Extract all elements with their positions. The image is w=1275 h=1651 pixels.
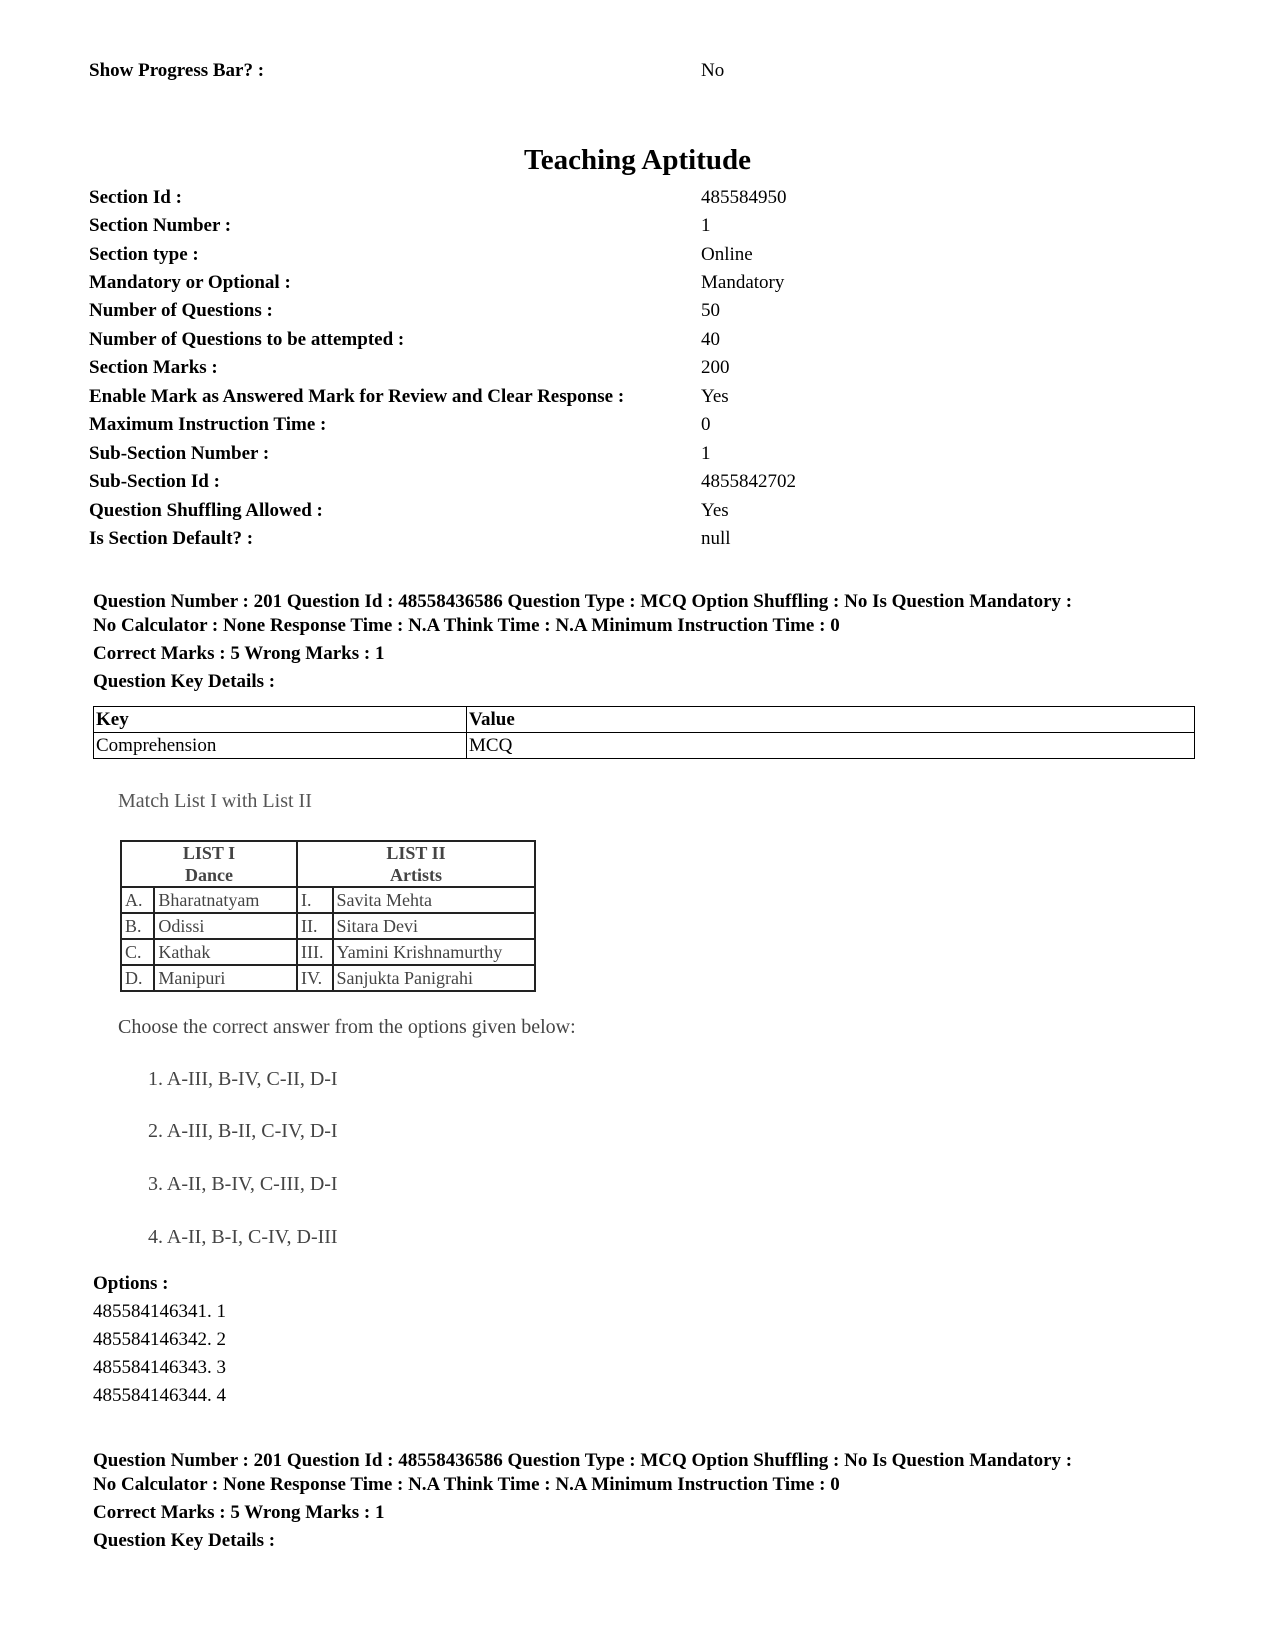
list2-numeral: II. (297, 913, 333, 939)
field-label: Sub-Section Number : (89, 443, 270, 464)
field-value: Yes (701, 386, 729, 407)
progress-bar-label: Show Progress Bar? : (89, 60, 265, 81)
question-meta-line1: Question Number : 201 Question Id : 48558436586 Question Type : MCQ Option Shuffling : No Is Question Mandatory : (93, 591, 1073, 612)
section-field-row (89, 471, 1189, 499)
list1-dance: Bharatnatyam (154, 887, 297, 913)
match-table-row (121, 965, 535, 991)
option-item: 485584146341. 1 (93, 1301, 226, 1322)
list1-dance: Manipuri (154, 965, 297, 991)
list1-subheader: Dance (185, 865, 233, 885)
field-label: Maximum Instruction Time : (89, 414, 327, 435)
field-label: Section Id : (89, 187, 182, 208)
choose-instruction: Choose the correct answer from the options given below: (118, 1016, 576, 1038)
progress-bar-value: No (701, 60, 725, 81)
question-meta-line2: No Calculator : None Response Time : N.A Think Time : N.A Minimum Instruction Time : 0 (93, 615, 840, 636)
section-field-row (89, 414, 1189, 442)
field-label: Section type : (89, 244, 199, 265)
answer-choice: 2. A-III, B-II, C-IV, D-I (148, 1120, 338, 1142)
question-key-details-label: Question Key Details : (93, 671, 276, 692)
section-field-row (89, 329, 1189, 357)
question-meta-line1: Question Number : 201 Question Id : 48558436586 Question Type : MCQ Option Shuffling : No Is Question Mandatory : (93, 1450, 1073, 1471)
question-prompt: Match List I with List II (118, 790, 312, 812)
field-value: Online (701, 244, 753, 265)
list2-artist: Savita Mehta (333, 887, 535, 913)
match-table-row (121, 939, 535, 965)
answer-choice: 4. A-II, B-I, C-IV, D-III (148, 1226, 338, 1248)
field-value: 1 (701, 443, 711, 464)
match-table-row (121, 913, 535, 939)
option-item: 485584146342. 2 (93, 1329, 226, 1350)
option-item: 485584146344. 4 (93, 1385, 226, 1406)
key-table-header-value: Value (467, 707, 1195, 733)
section-field-row (89, 528, 1189, 556)
field-label: Section Marks : (89, 357, 218, 378)
key-table-header-key: Key (94, 707, 467, 733)
question-marks: Correct Marks : 5 Wrong Marks : 1 (93, 1502, 385, 1523)
list2-header: LIST II (386, 843, 446, 863)
field-value: 200 (701, 357, 730, 378)
field-value: null (701, 528, 731, 549)
field-value: 0 (701, 414, 711, 435)
list1-dance: Kathak (154, 939, 297, 965)
field-label: Sub-Section Id : (89, 471, 220, 492)
field-value: Mandatory (701, 272, 785, 293)
list2-subheader: Artists (390, 865, 442, 885)
question-meta (93, 590, 1208, 638)
section-field-row (89, 357, 1189, 385)
list1-dance: Odissi (154, 913, 297, 939)
field-value: 40 (701, 329, 720, 350)
question-marks: Correct Marks : 5 Wrong Marks : 1 (93, 643, 385, 664)
field-label: Section Number : (89, 215, 232, 236)
section-field-row (89, 187, 1189, 215)
match-table-row (121, 887, 535, 913)
section-field-row (89, 500, 1189, 528)
section-field-row (89, 300, 1189, 328)
list2-artist: Yamini Krishnamurthy (333, 939, 535, 965)
field-label: Number of Questions to be attempted : (89, 329, 405, 350)
list1-letter: B. (121, 913, 154, 939)
list2-header-cell (297, 841, 535, 887)
key-table-row (94, 733, 1195, 759)
key-table-header-row (94, 707, 1195, 733)
match-table-header-row (121, 841, 535, 887)
field-value: 4855842702 (701, 471, 796, 492)
question-meta (93, 1449, 1208, 1497)
field-value: 50 (701, 300, 720, 321)
list2-numeral: I. (297, 887, 333, 913)
field-label: Question Shuffling Allowed : (89, 500, 323, 521)
section-title: Teaching Aptitude (524, 144, 751, 176)
list2-numeral: IV. (297, 965, 333, 991)
option-item: 485584146343. 3 (93, 1357, 226, 1378)
list1-header-cell (121, 841, 297, 887)
field-value: Yes (701, 500, 729, 521)
question-key-table (93, 706, 1195, 759)
answer-choice: 3. A-II, B-IV, C-III, D-I (148, 1173, 338, 1195)
answer-choice: 1. A-III, B-IV, C-II, D-I (148, 1068, 338, 1090)
field-value: 1 (701, 215, 711, 236)
list2-artist: Sitara Devi (333, 913, 535, 939)
section-field-row (89, 272, 1189, 300)
list2-numeral: III. (297, 939, 333, 965)
section-field-row (89, 386, 1189, 414)
options-label: Options : (93, 1273, 169, 1294)
section-field-row (89, 244, 1189, 272)
question-key-details-label: Question Key Details : (93, 1530, 276, 1551)
field-label: Is Section Default? : (89, 528, 254, 549)
field-label: Number of Questions : (89, 300, 273, 321)
list1-letter: C. (121, 939, 154, 965)
list1-letter: A. (121, 887, 154, 913)
list2-artist: Sanjukta Panigrahi (333, 965, 535, 991)
list1-header: LIST I (182, 843, 236, 863)
match-list-table (120, 840, 536, 992)
question-meta-line2: No Calculator : None Response Time : N.A Think Time : N.A Minimum Instruction Time : 0 (93, 1474, 840, 1495)
section-field-row (89, 443, 1189, 471)
key-table-cell-key: Comprehension (94, 733, 467, 759)
field-value: 485584950 (701, 187, 787, 208)
key-table-cell-value: MCQ (467, 733, 1195, 759)
list1-letter: D. (121, 965, 154, 991)
section-field-row (89, 215, 1189, 243)
field-label: Mandatory or Optional : (89, 272, 291, 293)
field-label: Enable Mark as Answered Mark for Review and Clear Response : (89, 386, 625, 407)
